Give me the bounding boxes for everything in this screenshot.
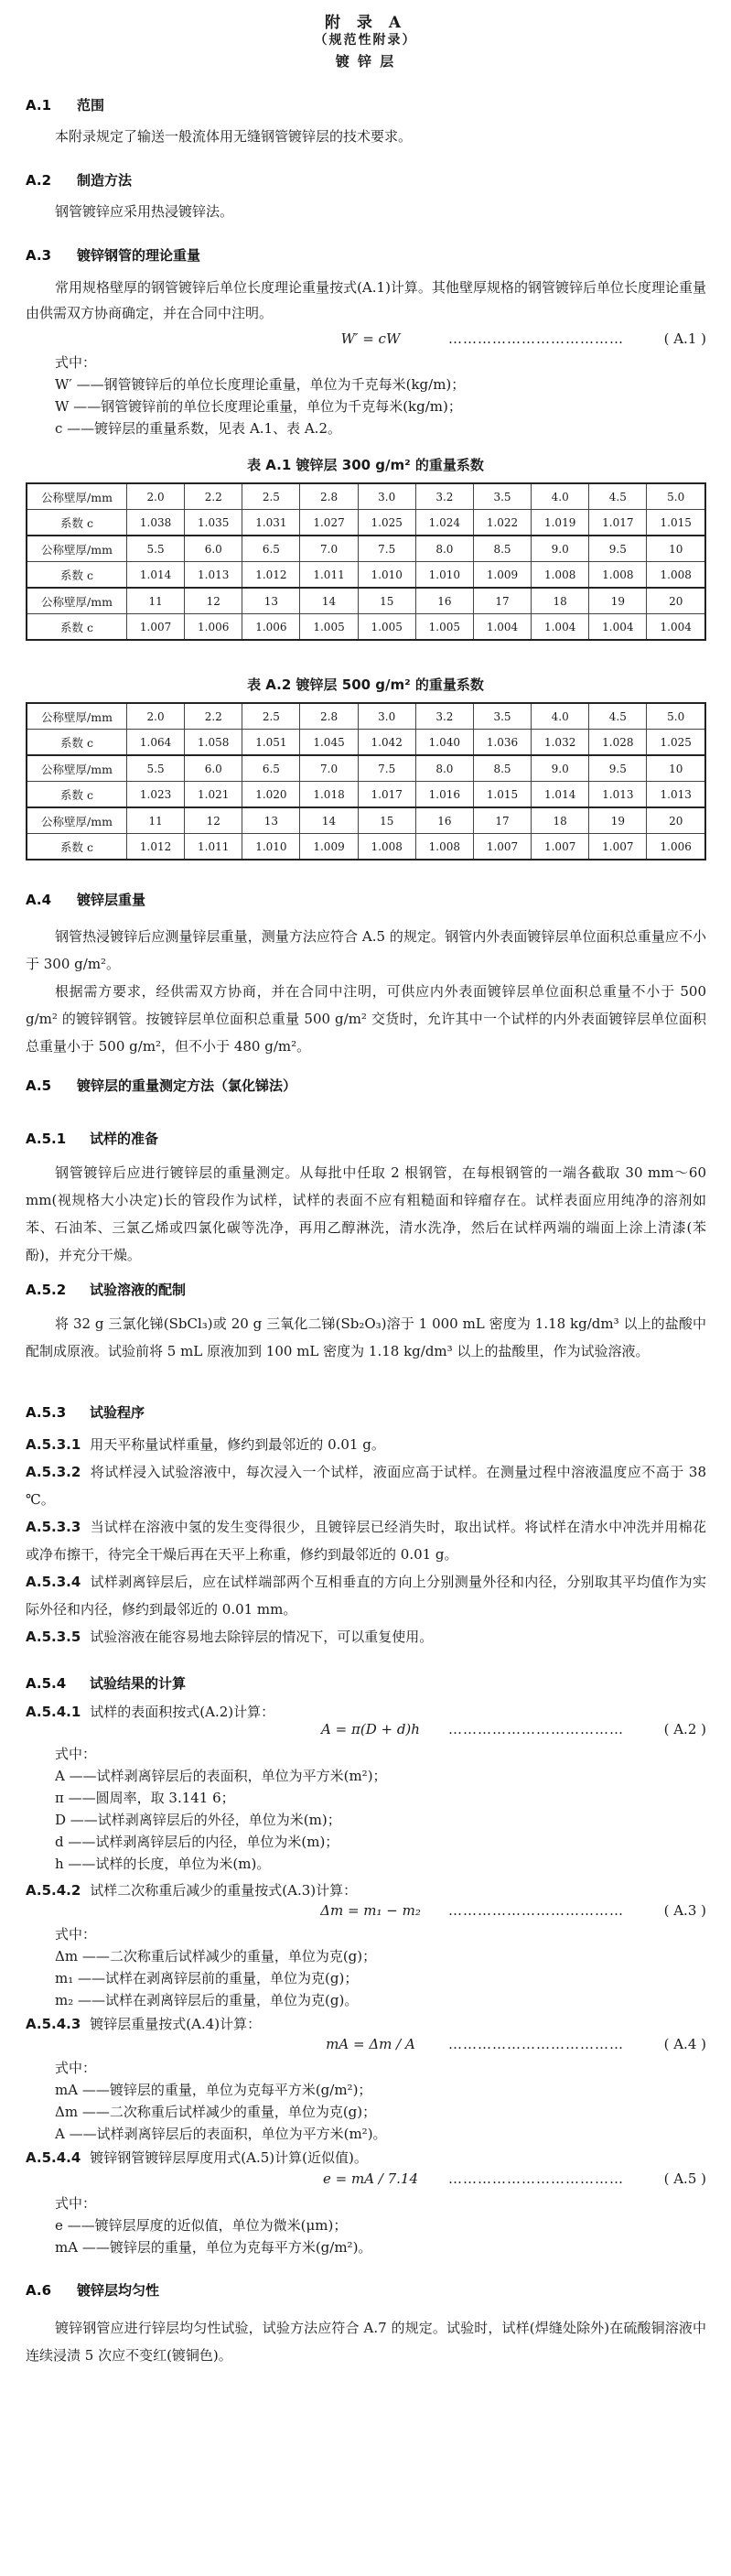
table-cell: 1.004	[589, 614, 647, 641]
table-cell: 1.017	[589, 510, 647, 536]
table-cell: 7.5	[358, 536, 415, 562]
table-cell: 1.007	[589, 834, 647, 860]
var-line: D ——试样剥离锌层后的外径，单位为米(m)；	[55, 1812, 341, 1828]
row-label: 公称壁厚/mm	[27, 483, 127, 510]
table-cell: 4.5	[589, 703, 647, 730]
var-line: A ——试样剥离锌层后的表面积，单位为平方米(m²)。	[55, 2126, 387, 2142]
table-cell: 9.5	[589, 536, 647, 562]
row-label: 公称壁厚/mm	[27, 588, 127, 614]
table-cell: 10	[647, 755, 705, 782]
section-a4-para-1: 钢管热浸镀锌后应测量锌层重量，测量方法应符合 A.5 的规定。钢管内外表面镀锌层单位面积总重量应不小于 300 g/m²。	[26, 928, 706, 972]
table-cell: 9.0	[532, 755, 589, 782]
row-label: 系数 c	[27, 614, 127, 641]
table-row	[27, 614, 705, 641]
table-cell: 1.008	[415, 834, 473, 860]
row-label: 系数 c	[27, 834, 127, 860]
table-cell: 1.031	[242, 510, 300, 536]
table-cell: 16	[415, 588, 473, 614]
table-cell: 1.028	[589, 730, 647, 756]
table-cell: 5.5	[127, 755, 185, 782]
table-cell: 1.017	[358, 782, 415, 808]
table-cell: 17	[473, 807, 531, 834]
formula-a2: A = π(D + d)h ……………………………… ( A.2 )	[321, 1721, 706, 1737]
table-cell: 1.012	[127, 834, 185, 860]
var-line: Δm ——二次称重后试样减少的重量，单位为克(g)；	[55, 1948, 377, 1964]
table-row	[27, 834, 705, 860]
procedure-item: A.5.3.5 试验溶液在能容易地去除锌层的情况下，可以重复使用。	[26, 1629, 434, 1645]
table-cell: 10	[647, 536, 705, 562]
table-cell: 18	[532, 588, 589, 614]
table-cell: 1.051	[242, 730, 300, 756]
annex-title: 附 录 A	[324, 14, 407, 32]
var-line: mA ——镀锌层的重量，单位为克每平方米(g/m²)；	[55, 2082, 372, 2098]
formula-a1: W′ = cW ……………………………… ( A.1 )	[340, 330, 706, 347]
var-line: π ——圆周率，取 3.141 6；	[55, 1790, 235, 1806]
table-cell: 1.015	[473, 782, 531, 808]
var-line: mA ——镀锌层的重量，单位为克每平方米(g/m²)。	[55, 2239, 372, 2256]
table-cell: 17	[473, 588, 531, 614]
where-label: 式中：	[55, 2195, 97, 2212]
table-cell: 1.008	[358, 834, 415, 860]
table-cell: 7.0	[300, 755, 358, 782]
table-cell: 4.0	[532, 703, 589, 730]
table-cell: 3.5	[473, 483, 531, 510]
where-label: 式中：	[55, 2060, 97, 2076]
table-cell: 1.005	[300, 614, 358, 641]
procedure-item: A.5.3.1 用天平称量试样重量，修约到最邻近的 0.01 g。	[26, 1436, 385, 1453]
table-cell: 1.024	[415, 510, 473, 536]
section-a52-text: 将 32 g 三氯化锑(SbCl₃)或 20 g 三氧化二锑(Sb₂O₃)溶于 1 000 mL 密度为 1.18 kg/dm³ 以上的盐酸中配制成原液。试验前将 5 mL 原液加到 100 mL 密度为 1.18 kg/dm³ 以上的盐酸里，作为试验溶液。	[26, 1315, 706, 1359]
procedure-item: A.5.3.3 当试样在溶液中氢的发生变得很少，且镀锌层已经消失时，取出试样。将试样在清水中冲洗并用棉花或净布擦干，待完全干燥后再在天平上称重，修约到最邻近的 0.01 g。	[26, 1519, 706, 1563]
table-cell: 3.0	[358, 703, 415, 730]
var-line: W ——钢管镀锌前的单位长度理论重量，单位为千克每米(kg/m)；	[55, 398, 462, 415]
where-label: 式中：	[55, 1926, 97, 1943]
section-heading-a6: A.6 镀锌层均匀性	[26, 2282, 160, 2299]
table-cell: 1.013	[647, 782, 705, 808]
table-cell: 1.004	[473, 614, 531, 641]
table-a1	[26, 482, 706, 641]
table-cell: 11	[127, 807, 185, 834]
procedure-item: A.5.3.4 试样剥离锌层后，应在试样端部两个互相垂直的方向上分别测量外径和内径，分别取其平均值作为实际外径和内径，修约到最邻近的 0.01 mm。	[26, 1574, 706, 1618]
table-cell: 1.015	[647, 510, 705, 536]
table-cell: 1.025	[647, 730, 705, 756]
section-heading-a53: A.5.3 试验程序	[26, 1404, 145, 1421]
table-cell: 1.035	[185, 510, 242, 536]
table-cell: 14	[300, 807, 358, 834]
var-line: Δm ——二次称重后试样减少的重量，单位为克(g)；	[55, 2104, 377, 2120]
table-cell: 2.0	[127, 483, 185, 510]
section-a4-para-2: 根据需方要求，经供需双方协商，并在合同中注明，可供应内外表面镀锌层单位面积总重量不小于 500 g/m² 的镀锌钢管。按镀锌层单位面积总重量 500 g/m² 交货时，允许其中一个试样的内外表面镀锌层单位面积总重量小于 500 g/m²，但不小于 480 g/m²。	[26, 983, 706, 1055]
table-cell: 1.004	[647, 614, 705, 641]
table-cell: 1.025	[358, 510, 415, 536]
formula-lead: A.5.4.2 试样二次称重后减少的重量按式(A.3)计算：	[26, 1882, 358, 1899]
table-cell: 20	[647, 588, 705, 614]
formula-lead: A.5.4.4 镀锌钢管镀锌层厚度用式(A.5)计算(近似值)。	[26, 2149, 368, 2166]
table-cell: 1.014	[127, 562, 185, 589]
table-cell: 19	[589, 807, 647, 834]
table-cell: 6.5	[242, 536, 300, 562]
section-heading-a4: A.4 镀锌层重量	[26, 892, 146, 908]
table-cell: 1.016	[415, 782, 473, 808]
table-cell: 1.014	[532, 782, 589, 808]
section-heading-a5: A.5 镀锌层的重量测定方法（氯化锑法）	[26, 1077, 297, 1094]
section-a51-text: 钢管镀锌后应进行镀锌层的重量测定。从每批中任取 2 根钢管，在每根钢管的一端各截取 30 mm～60 mm(视规格大小决定)长的管段作为试样，试样的表面不应有粗糙面和锌瘤存在。试样表面应用纯净的溶剂如苯、石油苯、三氯乙烯或四氯化碳等洗净，再用乙醇淋洗，清水洗净，然后在试样两端的端面上涂上清漆(苯酚)，并充分干燥。	[26, 1164, 706, 1263]
table-cell: 1.010	[242, 834, 300, 860]
table-cell: 1.027	[300, 510, 358, 536]
row-label: 系数 c	[27, 782, 127, 808]
section-heading-a2: A.2 制造方法	[26, 172, 133, 189]
table-cell: 1.038	[127, 510, 185, 536]
table-cell: 4.0	[532, 483, 589, 510]
var-line: d ——试样剥离锌层后的内径，单位为米(m)；	[55, 1834, 339, 1850]
table-row	[27, 755, 705, 782]
where-label: 式中：	[55, 354, 97, 371]
var-line: c ——镀锌层的重量系数，见表 A.1、表 A.2。	[55, 420, 341, 437]
table-cell: 1.007	[473, 834, 531, 860]
table-cell: 1.006	[647, 834, 705, 860]
var-line: h ——试样的长度，单位为米(m)。	[55, 1856, 271, 1872]
table-cell: 2.5	[242, 483, 300, 510]
section-heading-a51: A.5.1 试样的准备	[26, 1131, 159, 1147]
table-cell: 1.009	[300, 834, 358, 860]
table-row	[27, 807, 705, 834]
table-a1-caption: 表 A.1 镀锌层 300 g/m² 的重量系数	[247, 457, 484, 473]
table-cell: 1.064	[127, 730, 185, 756]
table-cell: 1.006	[185, 614, 242, 641]
section-heading-a52: A.5.2 试验溶液的配制	[26, 1282, 187, 1298]
table-cell: 1.005	[358, 614, 415, 641]
table-cell: 2.2	[185, 703, 242, 730]
table-cell: 1.019	[532, 510, 589, 536]
table-cell: 2.0	[127, 703, 185, 730]
table-cell: 9.0	[532, 536, 589, 562]
formula-a3: Δm = m₁ − m₂ ……………………………… ( A.3 )	[320, 1902, 706, 1919]
table-cell: 3.2	[415, 703, 473, 730]
table-cell: 16	[415, 807, 473, 834]
table-cell: 6.0	[185, 536, 242, 562]
table-cell: 3.2	[415, 483, 473, 510]
table-cell: 15	[358, 807, 415, 834]
table-cell: 5.0	[647, 483, 705, 510]
table-row	[27, 483, 705, 510]
section-heading-a3: A.3 镀锌钢管的理论重量	[26, 247, 201, 264]
table-cell: 2.8	[300, 703, 358, 730]
table-cell: 14	[300, 588, 358, 614]
var-line: m₁ ——试样在剥离锌层前的重量，单位为克(g)；	[55, 1970, 359, 1986]
formula-a5: e = mA / 7.14 ……………………………… ( A.5 )	[322, 2170, 706, 2187]
table-row	[27, 730, 705, 756]
table-cell: 1.011	[300, 562, 358, 589]
table-cell: 3.5	[473, 703, 531, 730]
table-cell: 1.040	[415, 730, 473, 756]
table-cell: 1.036	[473, 730, 531, 756]
table-cell: 1.006	[242, 614, 300, 641]
row-label: 系数 c	[27, 510, 127, 536]
row-label: 公称壁厚/mm	[27, 703, 127, 730]
table-cell: 6.5	[242, 755, 300, 782]
formula-lead: A.5.4.3 镀锌层重量按式(A.4)计算：	[26, 2016, 262, 2032]
row-label: 公称壁厚/mm	[27, 536, 127, 562]
row-label: 系数 c	[27, 562, 127, 589]
table-cell: 18	[532, 807, 589, 834]
table-cell: 1.020	[242, 782, 300, 808]
table-cell: 7.5	[358, 755, 415, 782]
table-cell: 1.005	[415, 614, 473, 641]
where-label: 式中：	[55, 1746, 97, 1762]
table-cell: 1.022	[473, 510, 531, 536]
table-cell: 1.008	[532, 562, 589, 589]
table-cell: 1.007	[532, 834, 589, 860]
section-a2-text: 钢管镀锌应采用热浸镀锌法。	[55, 203, 234, 220]
table-cell: 7.0	[300, 536, 358, 562]
table-cell: 1.004	[532, 614, 589, 641]
table-cell: 9.5	[589, 755, 647, 782]
table-cell: 12	[185, 807, 242, 834]
var-line: m₂ ——试样在剥离锌层后的重量，单位为克(g)。	[55, 1992, 359, 2008]
var-line: A ——试样剥离锌层后的表面积，单位为平方米(m²)；	[55, 1768, 387, 1784]
table-cell: 13	[242, 807, 300, 834]
table-row	[27, 782, 705, 808]
table-cell: 1.008	[589, 562, 647, 589]
table-cell: 11	[127, 588, 185, 614]
table-cell: 1.021	[185, 782, 242, 808]
table-row	[27, 510, 705, 536]
table-cell: 8.5	[473, 755, 531, 782]
table-cell: 1.010	[415, 562, 473, 589]
row-label: 公称壁厚/mm	[27, 755, 127, 782]
annex-subtitle: （规范性附录）	[314, 33, 417, 48]
table-cell: 5.5	[127, 536, 185, 562]
table-a2	[26, 702, 706, 860]
table-cell: 5.0	[647, 703, 705, 730]
table-cell: 1.008	[647, 562, 705, 589]
table-row	[27, 703, 705, 730]
table-cell: 2.5	[242, 703, 300, 730]
table-cell: 4.5	[589, 483, 647, 510]
table-cell: 19	[589, 588, 647, 614]
table-cell: 13	[242, 588, 300, 614]
section-heading-a54: A.5.4 试验结果的计算	[26, 1675, 187, 1692]
var-line: e ——镀锌层厚度的近似值，单位为微米(μm)；	[55, 2217, 348, 2234]
section-heading-a1: A.1 范围	[26, 97, 105, 114]
section-a1-text: 本附录规定了输送一般流体用无缝钢管镀锌层的技术要求。	[55, 128, 413, 145]
table-cell: 3.0	[358, 483, 415, 510]
formula-a4: mA = Δm / A ……………………………… ( A.4 )	[326, 2036, 706, 2052]
table-cell: 12	[185, 588, 242, 614]
procedure-item: A.5.3.2 将试样浸入试验溶液中，每次浸入一个试样，液面应高于试样。在测量过程中溶液温度应不高于 38 ℃。	[26, 1464, 706, 1508]
table-cell: 1.011	[185, 834, 242, 860]
table-row	[27, 588, 705, 614]
table-cell: 15	[358, 588, 415, 614]
table-cell: 1.013	[589, 782, 647, 808]
table-cell: 8.0	[415, 536, 473, 562]
table-cell: 6.0	[185, 755, 242, 782]
table-cell: 2.8	[300, 483, 358, 510]
table-cell: 1.032	[532, 730, 589, 756]
table-row	[27, 562, 705, 589]
table-cell: 1.007	[127, 614, 185, 641]
annex-name: 镀 锌 层	[335, 53, 396, 70]
table-cell: 1.042	[358, 730, 415, 756]
table-cell: 1.018	[300, 782, 358, 808]
table-cell: 1.023	[127, 782, 185, 808]
table-cell: 8.0	[415, 755, 473, 782]
var-line: W′ ——钢管镀锌后的单位长度理论重量，单位为千克每米(kg/m)；	[55, 376, 466, 393]
table-cell: 2.2	[185, 483, 242, 510]
table-a2-caption: 表 A.2 镀锌层 500 g/m² 的重量系数	[247, 676, 484, 693]
table-cell: 1.009	[473, 562, 531, 589]
table-cell: 1.013	[185, 562, 242, 589]
table-row	[27, 536, 705, 562]
table-cell: 8.5	[473, 536, 531, 562]
table-cell: 1.045	[300, 730, 358, 756]
table-cell: 1.058	[185, 730, 242, 756]
table-cell: 20	[647, 807, 705, 834]
row-label: 系数 c	[27, 730, 127, 756]
section-a6-text: 镀锌钢管应进行锌层均匀性试验，试验方法应符合 A.7 的规定。试验时，试样(焊缝处除外)在硫酸铜溶液中连续浸渍 5 次应不变红(镀铜色)。	[26, 2320, 706, 2364]
section-a3-text: 常用规格壁厚的钢管镀锌后单位长度理论重量按式(A.1)计算。其他壁厚规格的钢管镀锌后单位长度理论重量由供需双方协商确定，并在合同中注明。	[26, 279, 706, 321]
table-cell: 1.010	[358, 562, 415, 589]
formula-lead: A.5.4.1 试样的表面积按式(A.2)计算：	[26, 1704, 275, 1720]
table-cell: 1.012	[242, 562, 300, 589]
row-label: 公称壁厚/mm	[27, 807, 127, 834]
